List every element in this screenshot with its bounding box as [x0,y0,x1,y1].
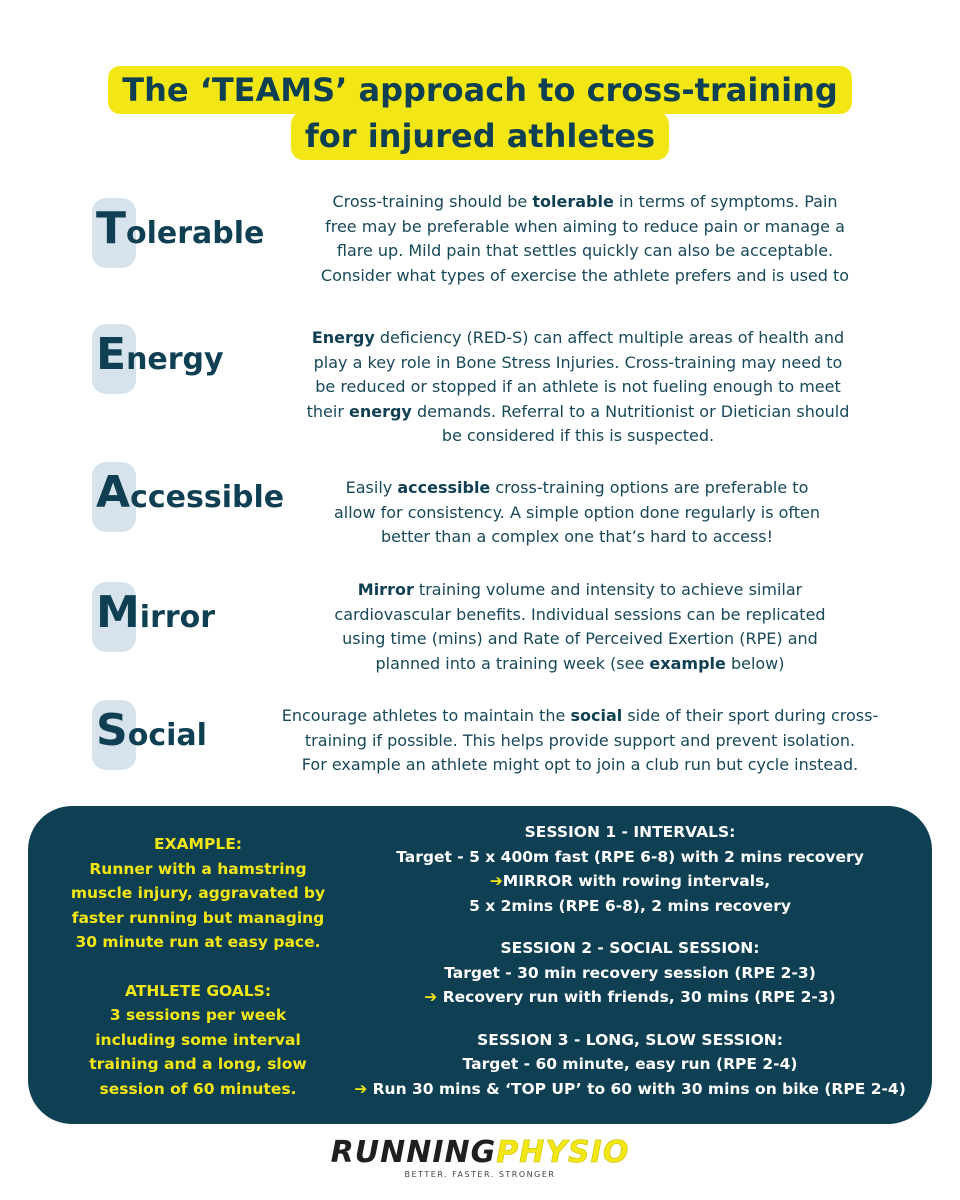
session-heading: SESSION 1 - INTERVALS: [524,823,736,841]
teams-letter: E [96,329,127,380]
teams-letter: A [96,467,131,518]
session-mirror-detail: 5 x 2mins (RPE 6-8), 2 mins recovery [469,896,791,915]
keyword-example: example [649,653,726,673]
arrow-right-icon: ➔ [489,872,503,890]
session-mirror: Recovery run with friends, 30 mins (RPE 2-3) [442,988,836,1006]
teams-description: Encourage athletes to maintain the social side of their sport during cross- training if possible. This helps provide support and prevent isolation. For example an athlete might opt to join a club run but cycle instead. [281,706,879,774]
teams-letter: T [96,203,127,254]
sessions-column [328,820,932,1101]
session-3 [328,1028,932,1102]
teams-description: Cross-training should be tolerable in terms of symptoms. Pain free may be preferable when aiming to reduce pain or manage a flare up. Mild pain that settles quickly can also be acceptable. Consider what types of exercise the athlete prefers and is used to [320,192,850,285]
example-panel [28,806,932,1124]
example-heading: EXAMPLE: [154,835,242,853]
example-column: EXAMPLE: Runner with a hamstring muscle injury, aggravated by faster running but managing 30 minute run at easy pace. ATHLETE GOALS: 3 sessions per week including some interval training and a long, slow session of 60 minutes. [48,832,348,1101]
teams-description: Energy deficiency (RED-S) can affect multiple areas of health and play a key role in Bone Stress Injuries. Cross-training may need to be reduced or stopped if an athlete is not fueling enough to meet their energy demands. Referral to a Nutritionist or Dietician should be considered if this is suspected. [306,328,850,445]
teams-word-rest: irror [139,600,216,635]
session-1 [328,820,932,918]
keyword-mirror: Mirror [357,580,414,599]
teams-letter: M [96,587,140,638]
session-mirror: Run 30 mins & ‘TOP UP’ to 60 with 30 mins on bike (RPE 2-4) [372,1079,906,1098]
session-target: Target - 30 min recovery session (RPE 2-3) [444,963,816,982]
teams-word-rest: ccessible [130,480,285,515]
title-line-2: for injured athletes [291,112,669,160]
session-target: Target - 5 x 400m fast (RPE 6-8) with 2 mins recovery [396,847,864,866]
session-2 [328,936,932,1010]
logo-tagline: BETTER. FASTER. STRONGER [404,1170,556,1179]
page-title [0,66,960,160]
teams-word-rest: olerable [126,216,265,251]
arrow-right-icon: ➔ [424,988,438,1006]
title-line-1: The ‘TEAMS’ approach to cross-training [108,66,852,114]
teams-word-rest: ocial [127,718,207,753]
teams-letter: S [96,705,128,756]
session-heading: SESSION 2 - SOCIAL SESSION: [500,939,760,957]
running-physio-logo [0,1136,960,1179]
teams-word-rest: nergy [126,342,224,377]
teams-description: Easily accessible cross-training options are preferable to allow for consistency. A simple option done regularly is often better than a complex one that’s hard to access! [333,478,821,546]
keyword-tolerable: tolerable [532,192,614,211]
teams-description: Mirror training volume and intensity to achieve similar cardiovascular benefits. Individual sessions can be replicated using time (mins) and Rate of Perceived Exertion (RPE) and planned into a training week (see example below) [334,580,826,673]
keyword-energy: energy [348,401,412,421]
keyword-energy: Energy [311,328,375,347]
session-target: Target - 60 minute, easy run (RPE 2-4) [462,1055,798,1073]
logo-physio: PHYSIO [496,1135,630,1170]
keyword-accessible: accessible [397,478,491,497]
logo-running: RUNNING [330,1135,497,1170]
arrow-right-icon: ➔ [354,1079,368,1098]
keyword-social: social [570,706,623,725]
session-mirror: MIRROR with rowing intervals, [502,872,771,890]
athlete-goals-heading: ATHLETE GOALS: [124,981,272,1000]
session-heading: SESSION 3 - LONG, SLOW SESSION: [477,1030,783,1049]
